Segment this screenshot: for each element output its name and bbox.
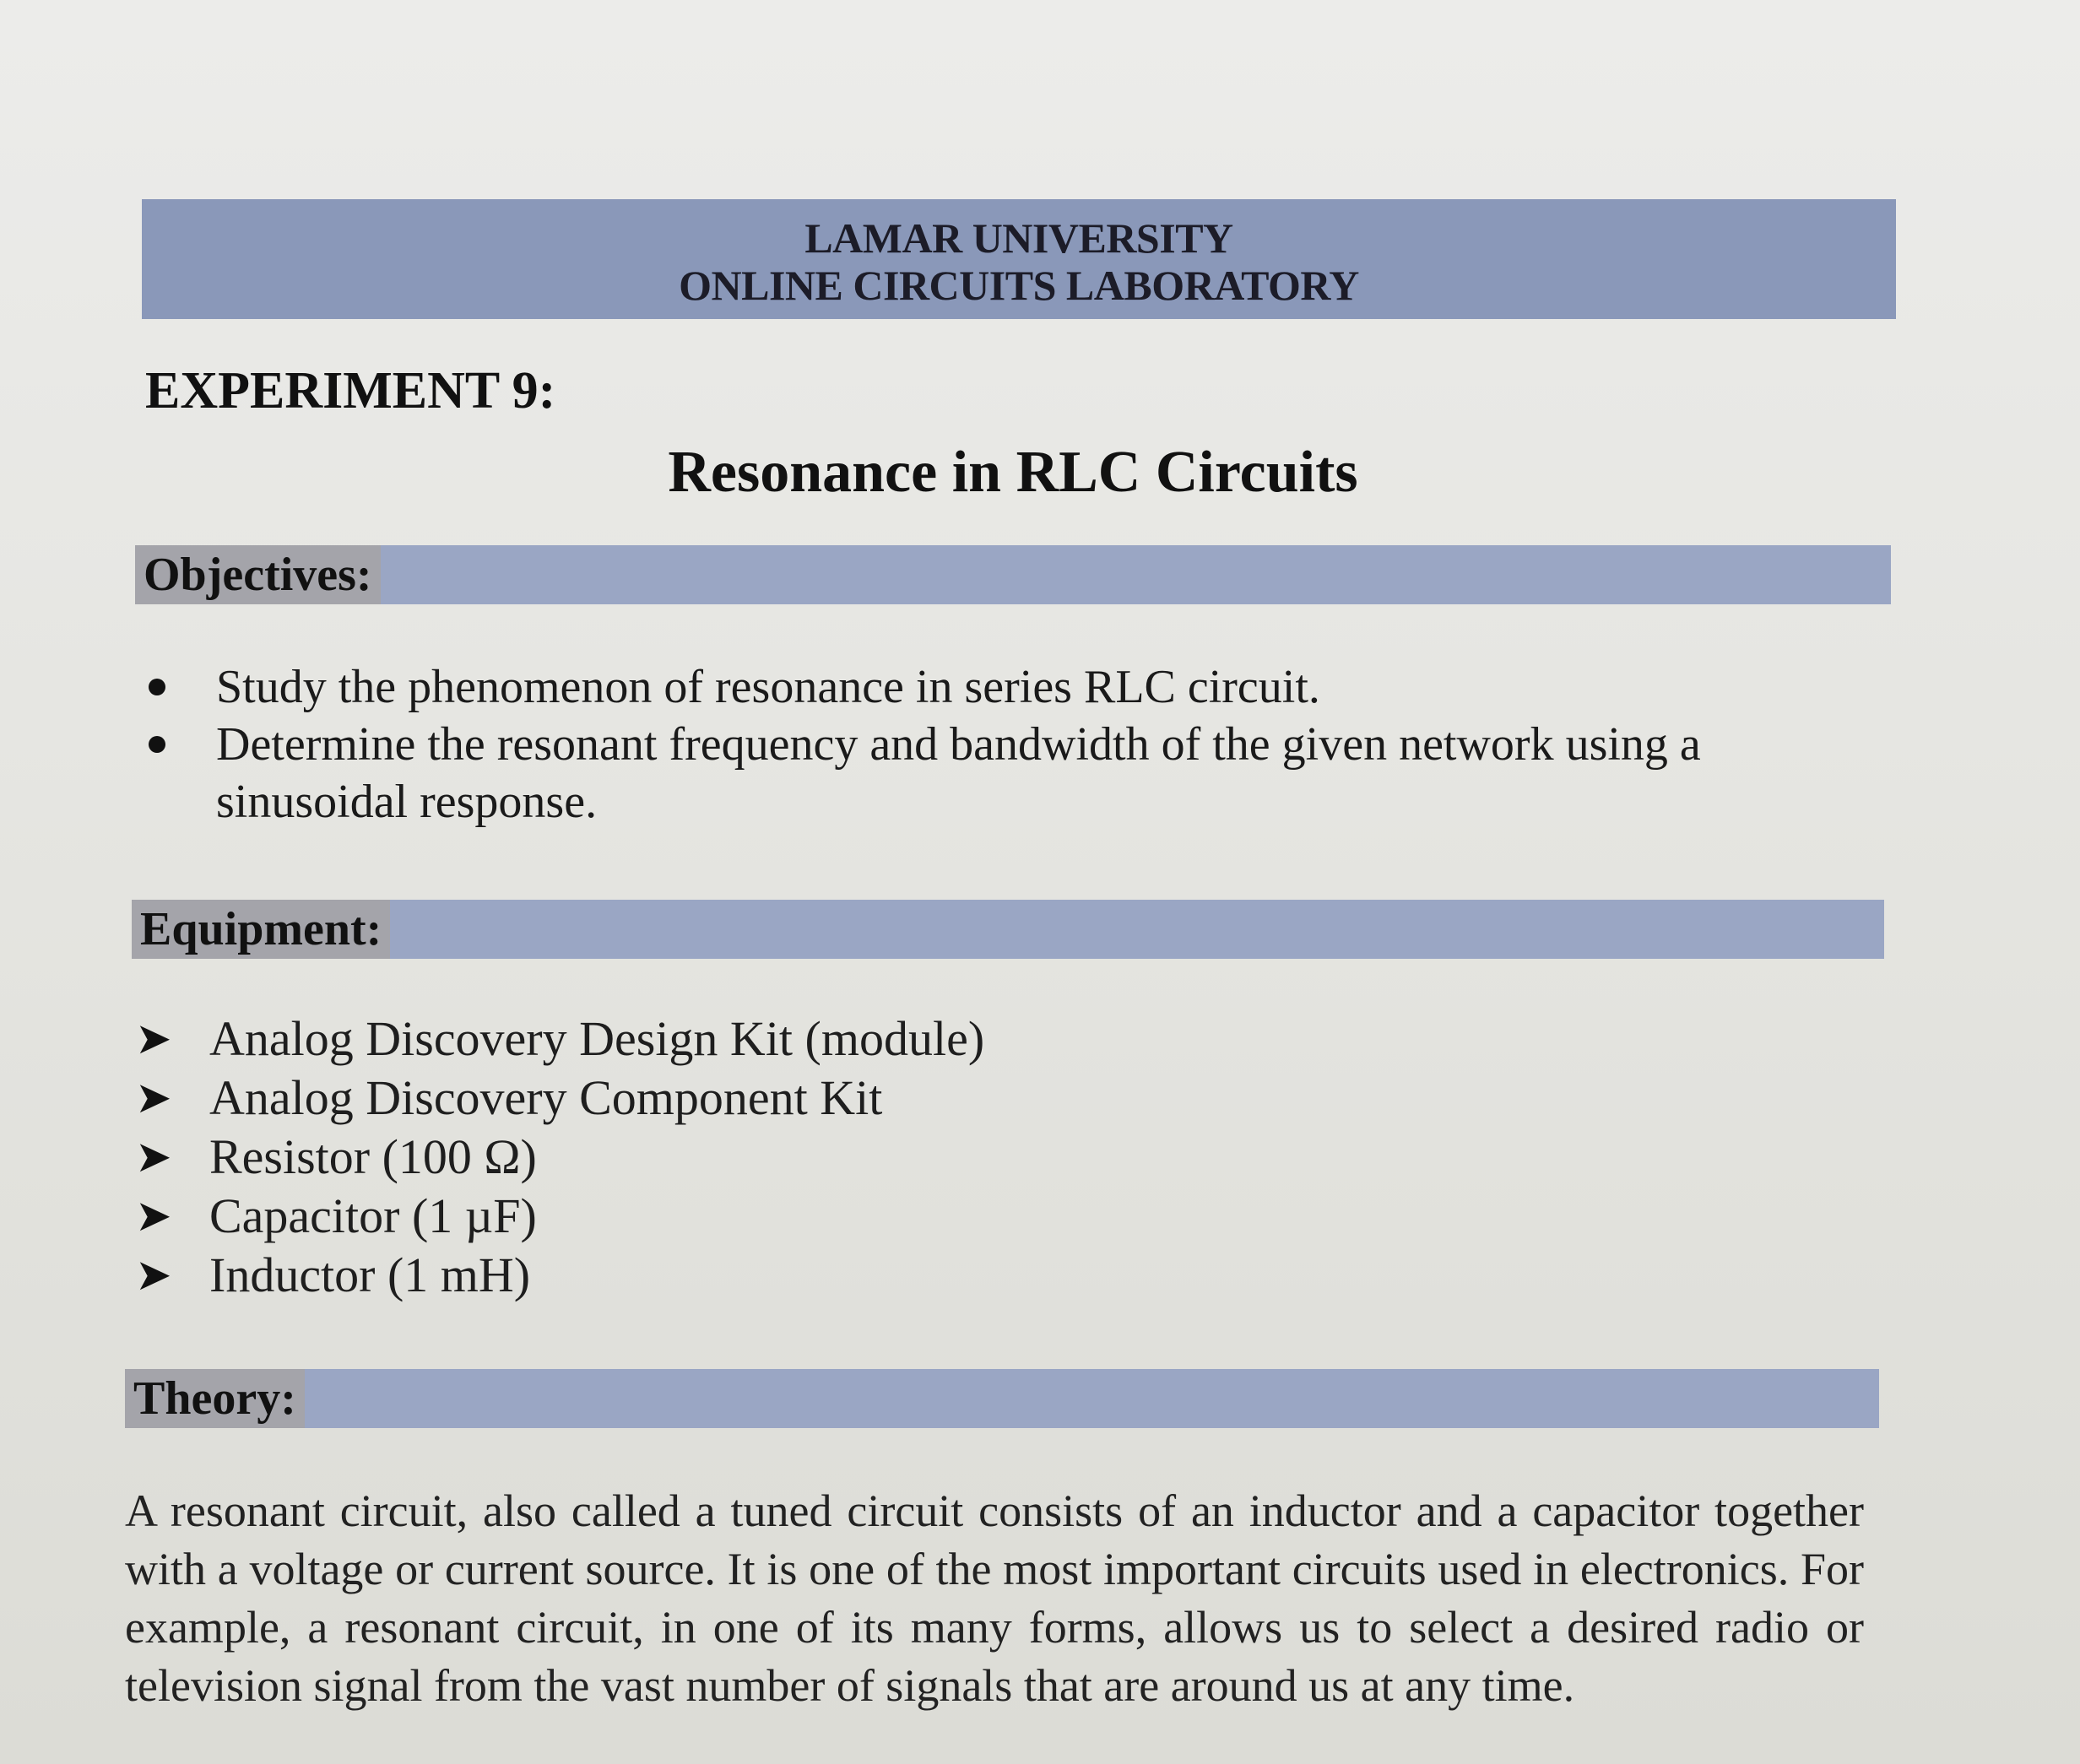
equipment-text: Analog Discovery Component Kit <box>209 1070 883 1125</box>
arrow-bullet-icon: ➤ <box>135 1132 172 1182</box>
list-item <box>142 716 1830 831</box>
list-item <box>142 658 1830 716</box>
objectives-heading: Objectives: <box>135 545 381 604</box>
objective-text: Study the phenomenon of resonance in series RLC circuit. <box>216 661 1320 713</box>
list-item <box>135 1187 1317 1246</box>
theory-section-bar <box>125 1369 1879 1428</box>
objectives-section-bar <box>135 545 1891 604</box>
equipment-text: Capacitor (1 µF) <box>209 1188 537 1243</box>
theory-paragraph: A resonant circuit, also called a tuned circuit consists of an inductor and a capacitor together with a voltage or current source. It is one of the most important circuits used in electronics. For example, a resonant circuit, in one of its many forms, allows us to select a desired radio or television signal from the vast number of signals that are around us at any time. <box>125 1485 1864 1711</box>
header-banner <box>142 199 1896 319</box>
bullet-dot-icon <box>149 736 165 753</box>
equipment-list <box>135 1009 1317 1305</box>
university-name: LAMAR UNIVERSITY <box>804 214 1233 262</box>
bullet-dot-icon <box>149 679 165 695</box>
equipment-text: Resistor (100 Ω) <box>209 1129 537 1184</box>
equipment-text: Analog Discovery Design Kit (module) <box>209 1011 985 1066</box>
list-item <box>135 1128 1317 1187</box>
experiment-label: EXPERIMENT 9: <box>145 362 556 419</box>
equipment-section-bar <box>132 900 1884 959</box>
arrow-bullet-icon: ➤ <box>135 1191 172 1242</box>
page-title: Resonance in RLC Circuits <box>668 440 1358 505</box>
arrow-bullet-icon: ➤ <box>135 1014 172 1064</box>
list-item <box>135 1009 1317 1069</box>
list-item <box>135 1069 1317 1128</box>
arrow-bullet-icon: ➤ <box>135 1073 172 1123</box>
objectives-list <box>142 658 1830 831</box>
list-item <box>135 1246 1317 1305</box>
equipment-text: Inductor (1 mH) <box>209 1247 531 1302</box>
lab-name: ONLINE CIRCUITS LABORATORY <box>679 262 1359 309</box>
equipment-heading: Equipment: <box>132 900 390 959</box>
objective-text: Determine the resonant frequency and bandwidth of the given network using a sinusoidal response. <box>216 718 1701 828</box>
theory-heading: Theory: <box>125 1369 305 1428</box>
arrow-bullet-icon: ➤ <box>135 1250 172 1301</box>
